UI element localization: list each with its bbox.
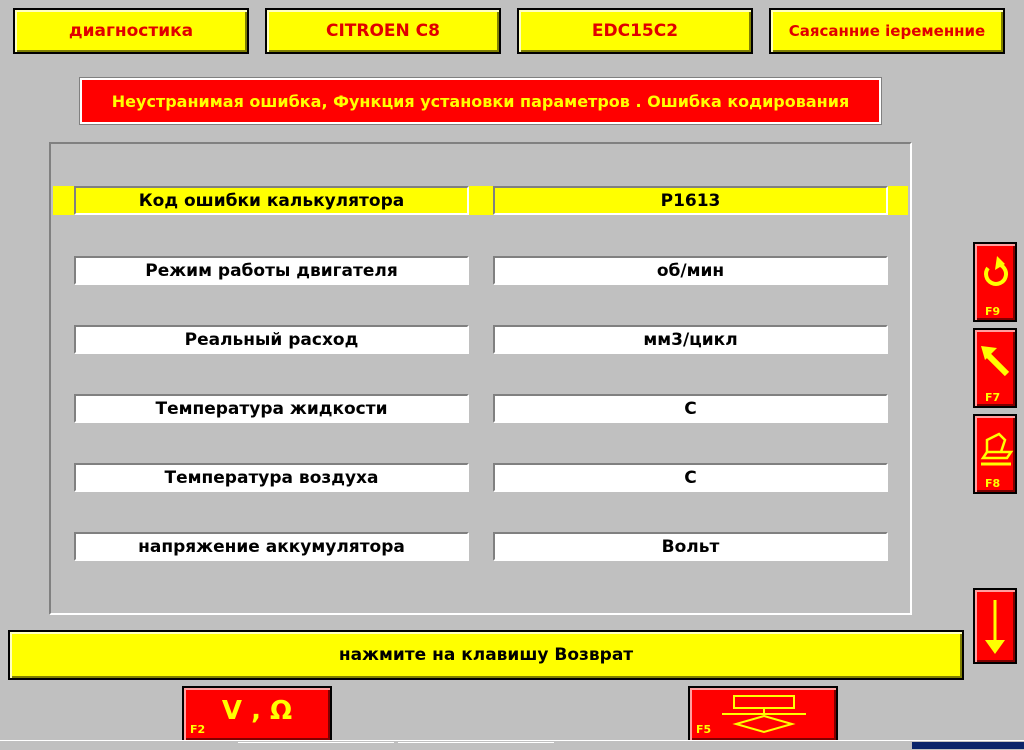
tab-vehicle[interactable] [265, 8, 501, 54]
param-name[interactable]: Температура воздуха [74, 463, 469, 492]
param-name[interactable]: Код ошибки калькулятора [74, 186, 469, 215]
arrow-down-icon [975, 590, 1015, 662]
refresh-button[interactable] [973, 242, 1017, 322]
f7-key-label: F7 [985, 391, 1001, 404]
status-message: нажмите на клавишу Возврат [338, 645, 634, 665]
f8-key-label: F8 [985, 477, 1001, 490]
error-banner [80, 78, 881, 124]
param-value: мм3/цикл [493, 325, 888, 354]
tab-diagnostics-label: диагностика [68, 21, 194, 41]
tab-current-parameters[interactable] [769, 8, 1005, 54]
multimeter-label: V , Ω [221, 696, 293, 726]
tab-diagnostics[interactable] [13, 8, 249, 54]
param-name[interactable]: Реальный расход [74, 325, 469, 354]
f9-key-label: F9 [985, 305, 1001, 318]
taskbar-window-1[interactable] [238, 742, 394, 750]
param-value: P1613 [493, 186, 888, 215]
arrow-up-left-icon [975, 334, 1015, 394]
param-name[interactable]: напряжение аккумулятора [74, 532, 469, 561]
f2-key-label: F2 [190, 723, 206, 736]
tab-ecu-label: EDC15C2 [591, 21, 679, 41]
tab-current-parameters-label: Саясанние іеременние [788, 22, 986, 40]
error-message: Неустранимая ошибка, Функция установки параметров . Ошибка кодирования [111, 91, 850, 111]
param-value: C [493, 463, 888, 492]
param-name[interactable]: Температура жидкости [74, 394, 469, 423]
print-icon [975, 420, 1015, 480]
print-button[interactable] [973, 414, 1017, 494]
f5-key-label: F5 [696, 723, 712, 736]
scroll-down-button[interactable] [973, 588, 1017, 664]
flowchart-button[interactable] [688, 686, 838, 742]
param-value: Вольт [493, 532, 888, 561]
taskbar-window-2[interactable] [398, 742, 554, 750]
back-button[interactable] [973, 328, 1017, 408]
param-value: C [493, 394, 888, 423]
flowchart-icon [714, 690, 814, 738]
tab-vehicle-label: CITROEN C8 [325, 21, 440, 41]
tab-ecu[interactable] [517, 8, 753, 54]
param-value: об/мин [493, 256, 888, 285]
multimeter-button[interactable] [182, 686, 332, 742]
status-bar [8, 630, 964, 680]
refresh-icon [975, 248, 1015, 308]
param-name[interactable]: Режим работы двигателя [74, 256, 469, 285]
